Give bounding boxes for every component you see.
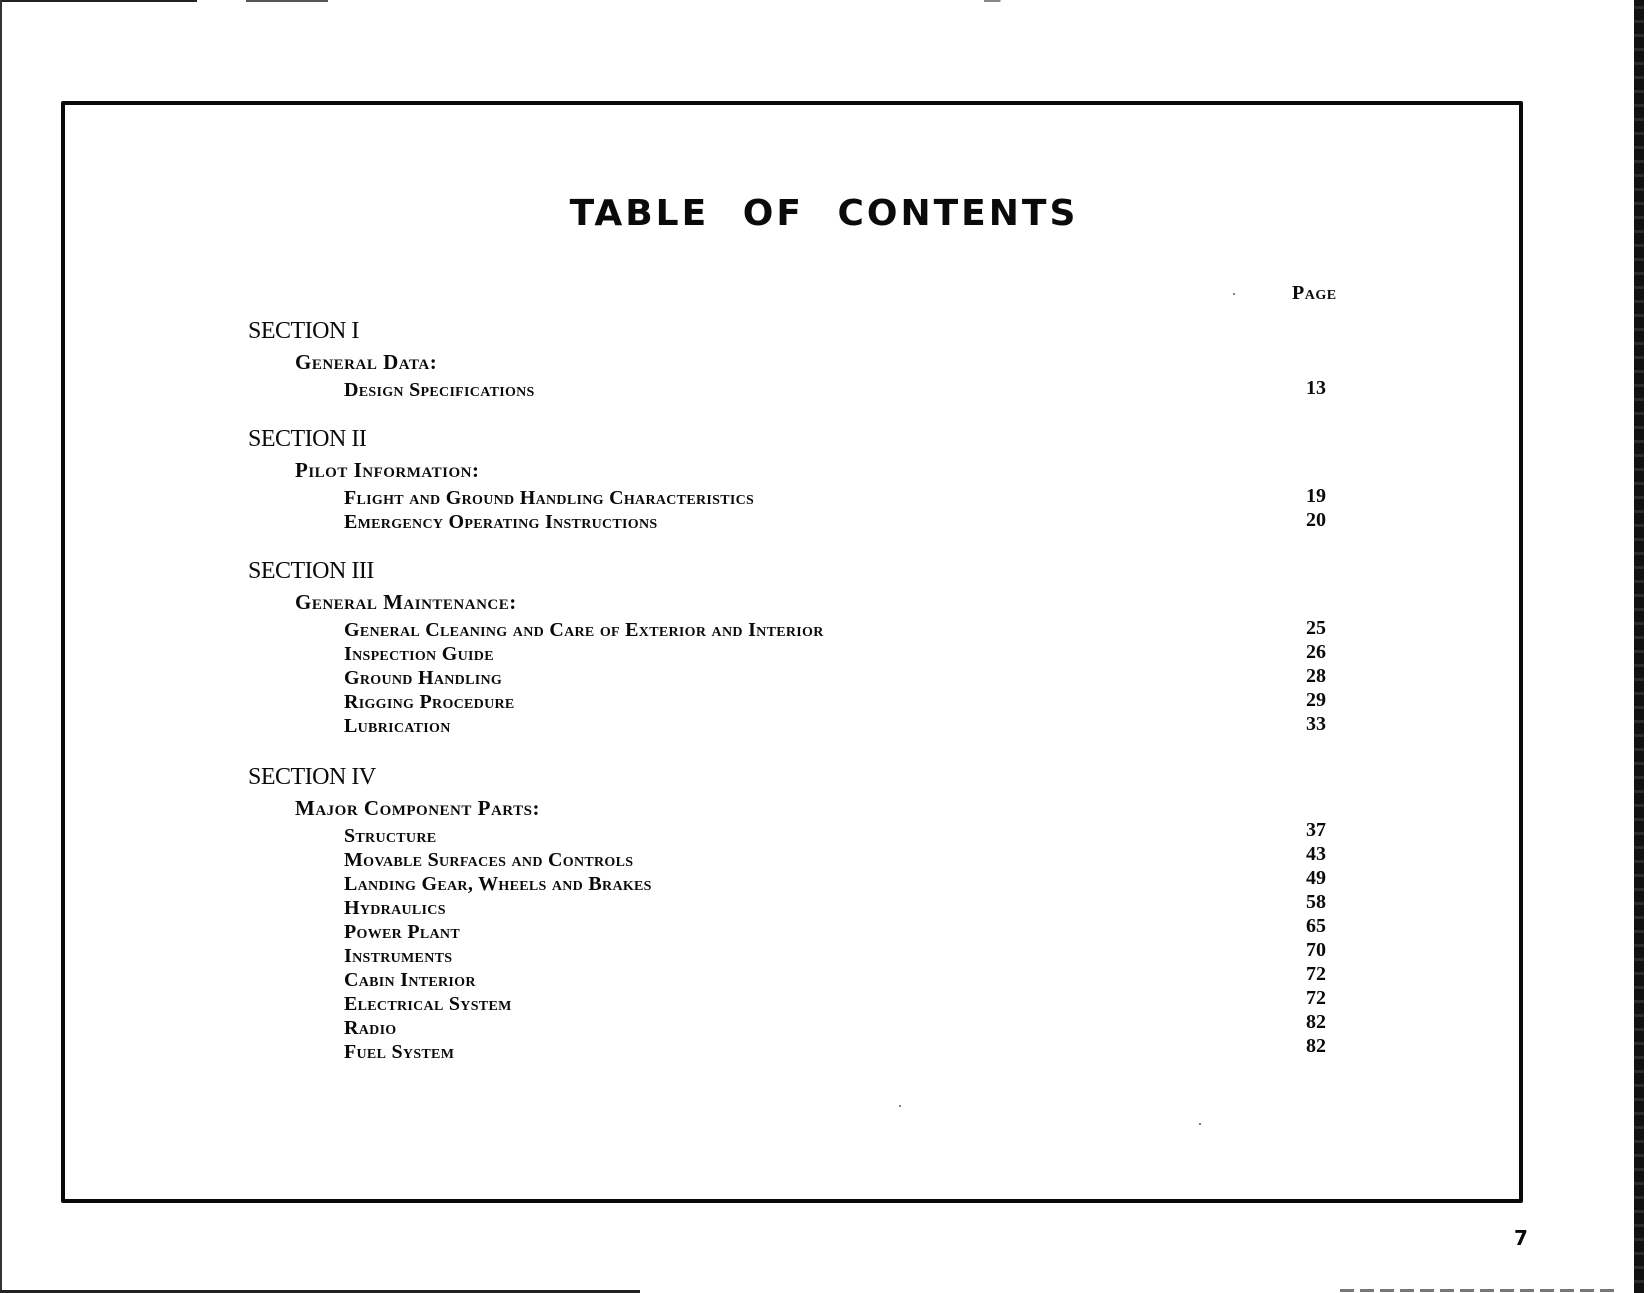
- toc-entry-label[interactable]: Instruments: [344, 945, 453, 967]
- page-title: TABLE OF CONTENTS: [569, 193, 1079, 234]
- scan-speck: [1233, 293, 1235, 295]
- toc-entry-label[interactable]: Landing Gear, Wheels and Brakes: [344, 873, 652, 895]
- toc-entry-page: 65: [1306, 915, 1326, 937]
- group-heading: General Maintenance:: [295, 590, 517, 614]
- section-heading: SECTION III: [248, 558, 374, 584]
- toc-entry-page: 20: [1306, 509, 1326, 531]
- toc-entry-page: 72: [1306, 987, 1326, 1009]
- scan-speck: [1199, 1123, 1201, 1125]
- toc-entry-page: 49: [1306, 867, 1326, 889]
- group-heading: Pilot Information:: [295, 458, 480, 482]
- toc-entry-label[interactable]: General Cleaning and Care of Exterior and Interior: [344, 619, 824, 641]
- group-heading: General Data:: [295, 350, 438, 374]
- toc-entry-label[interactable]: Structure: [344, 825, 437, 847]
- toc-entry-page: 29: [1306, 689, 1326, 711]
- toc-entry-label[interactable]: Emergency Operating Instructions: [344, 511, 658, 533]
- toc-entry-page: 37: [1306, 819, 1326, 841]
- toc-entry-page: 19: [1306, 485, 1326, 507]
- toc-entry-page: 82: [1306, 1011, 1326, 1033]
- toc-entry-page: 26: [1306, 641, 1326, 663]
- section-heading: SECTION I: [248, 318, 359, 344]
- toc-entry-label[interactable]: Radio: [344, 1017, 397, 1039]
- toc-entry-page: 43: [1306, 843, 1326, 865]
- section-heading: SECTION IV: [248, 764, 376, 790]
- toc-entry-label[interactable]: Rigging Procedure: [344, 691, 515, 713]
- toc-entry-label[interactable]: Flight and Ground Handling Characteristics: [344, 487, 755, 509]
- page-column-header: Page: [1292, 282, 1337, 304]
- toc-entry-label[interactable]: Hydraulics: [344, 897, 446, 919]
- toc-entry-label[interactable]: Ground Handling: [344, 667, 503, 689]
- toc-entry-label[interactable]: Lubrication: [344, 715, 451, 737]
- toc-entry-page: 72: [1306, 963, 1326, 985]
- toc-entry-page: 13: [1306, 377, 1326, 399]
- toc-entry-label[interactable]: Fuel System: [344, 1041, 455, 1063]
- toc-entry-label[interactable]: Movable Surfaces and Controls: [344, 849, 634, 871]
- toc-entry-page: 82: [1306, 1035, 1326, 1057]
- section-heading: SECTION II: [248, 426, 367, 452]
- toc-entry-page: 70: [1306, 939, 1326, 961]
- toc-entry-label[interactable]: Design Specifications: [344, 379, 535, 401]
- toc-entry-label[interactable]: Inspection Guide: [344, 643, 494, 665]
- group-heading: Major Component Parts:: [295, 796, 540, 820]
- toc-entry-page: 33: [1306, 713, 1326, 735]
- toc-entry-page: 28: [1306, 665, 1326, 687]
- toc-entry-page: 58: [1306, 891, 1326, 913]
- toc-entry-page: 25: [1306, 617, 1326, 639]
- scan-speck: [899, 1105, 901, 1107]
- toc-entry-label[interactable]: Power Plant: [344, 921, 460, 943]
- toc-entry-label[interactable]: Electrical System: [344, 993, 512, 1015]
- page-number: 7: [1514, 1226, 1528, 1250]
- toc-entry-label[interactable]: Cabin Interior: [344, 969, 476, 991]
